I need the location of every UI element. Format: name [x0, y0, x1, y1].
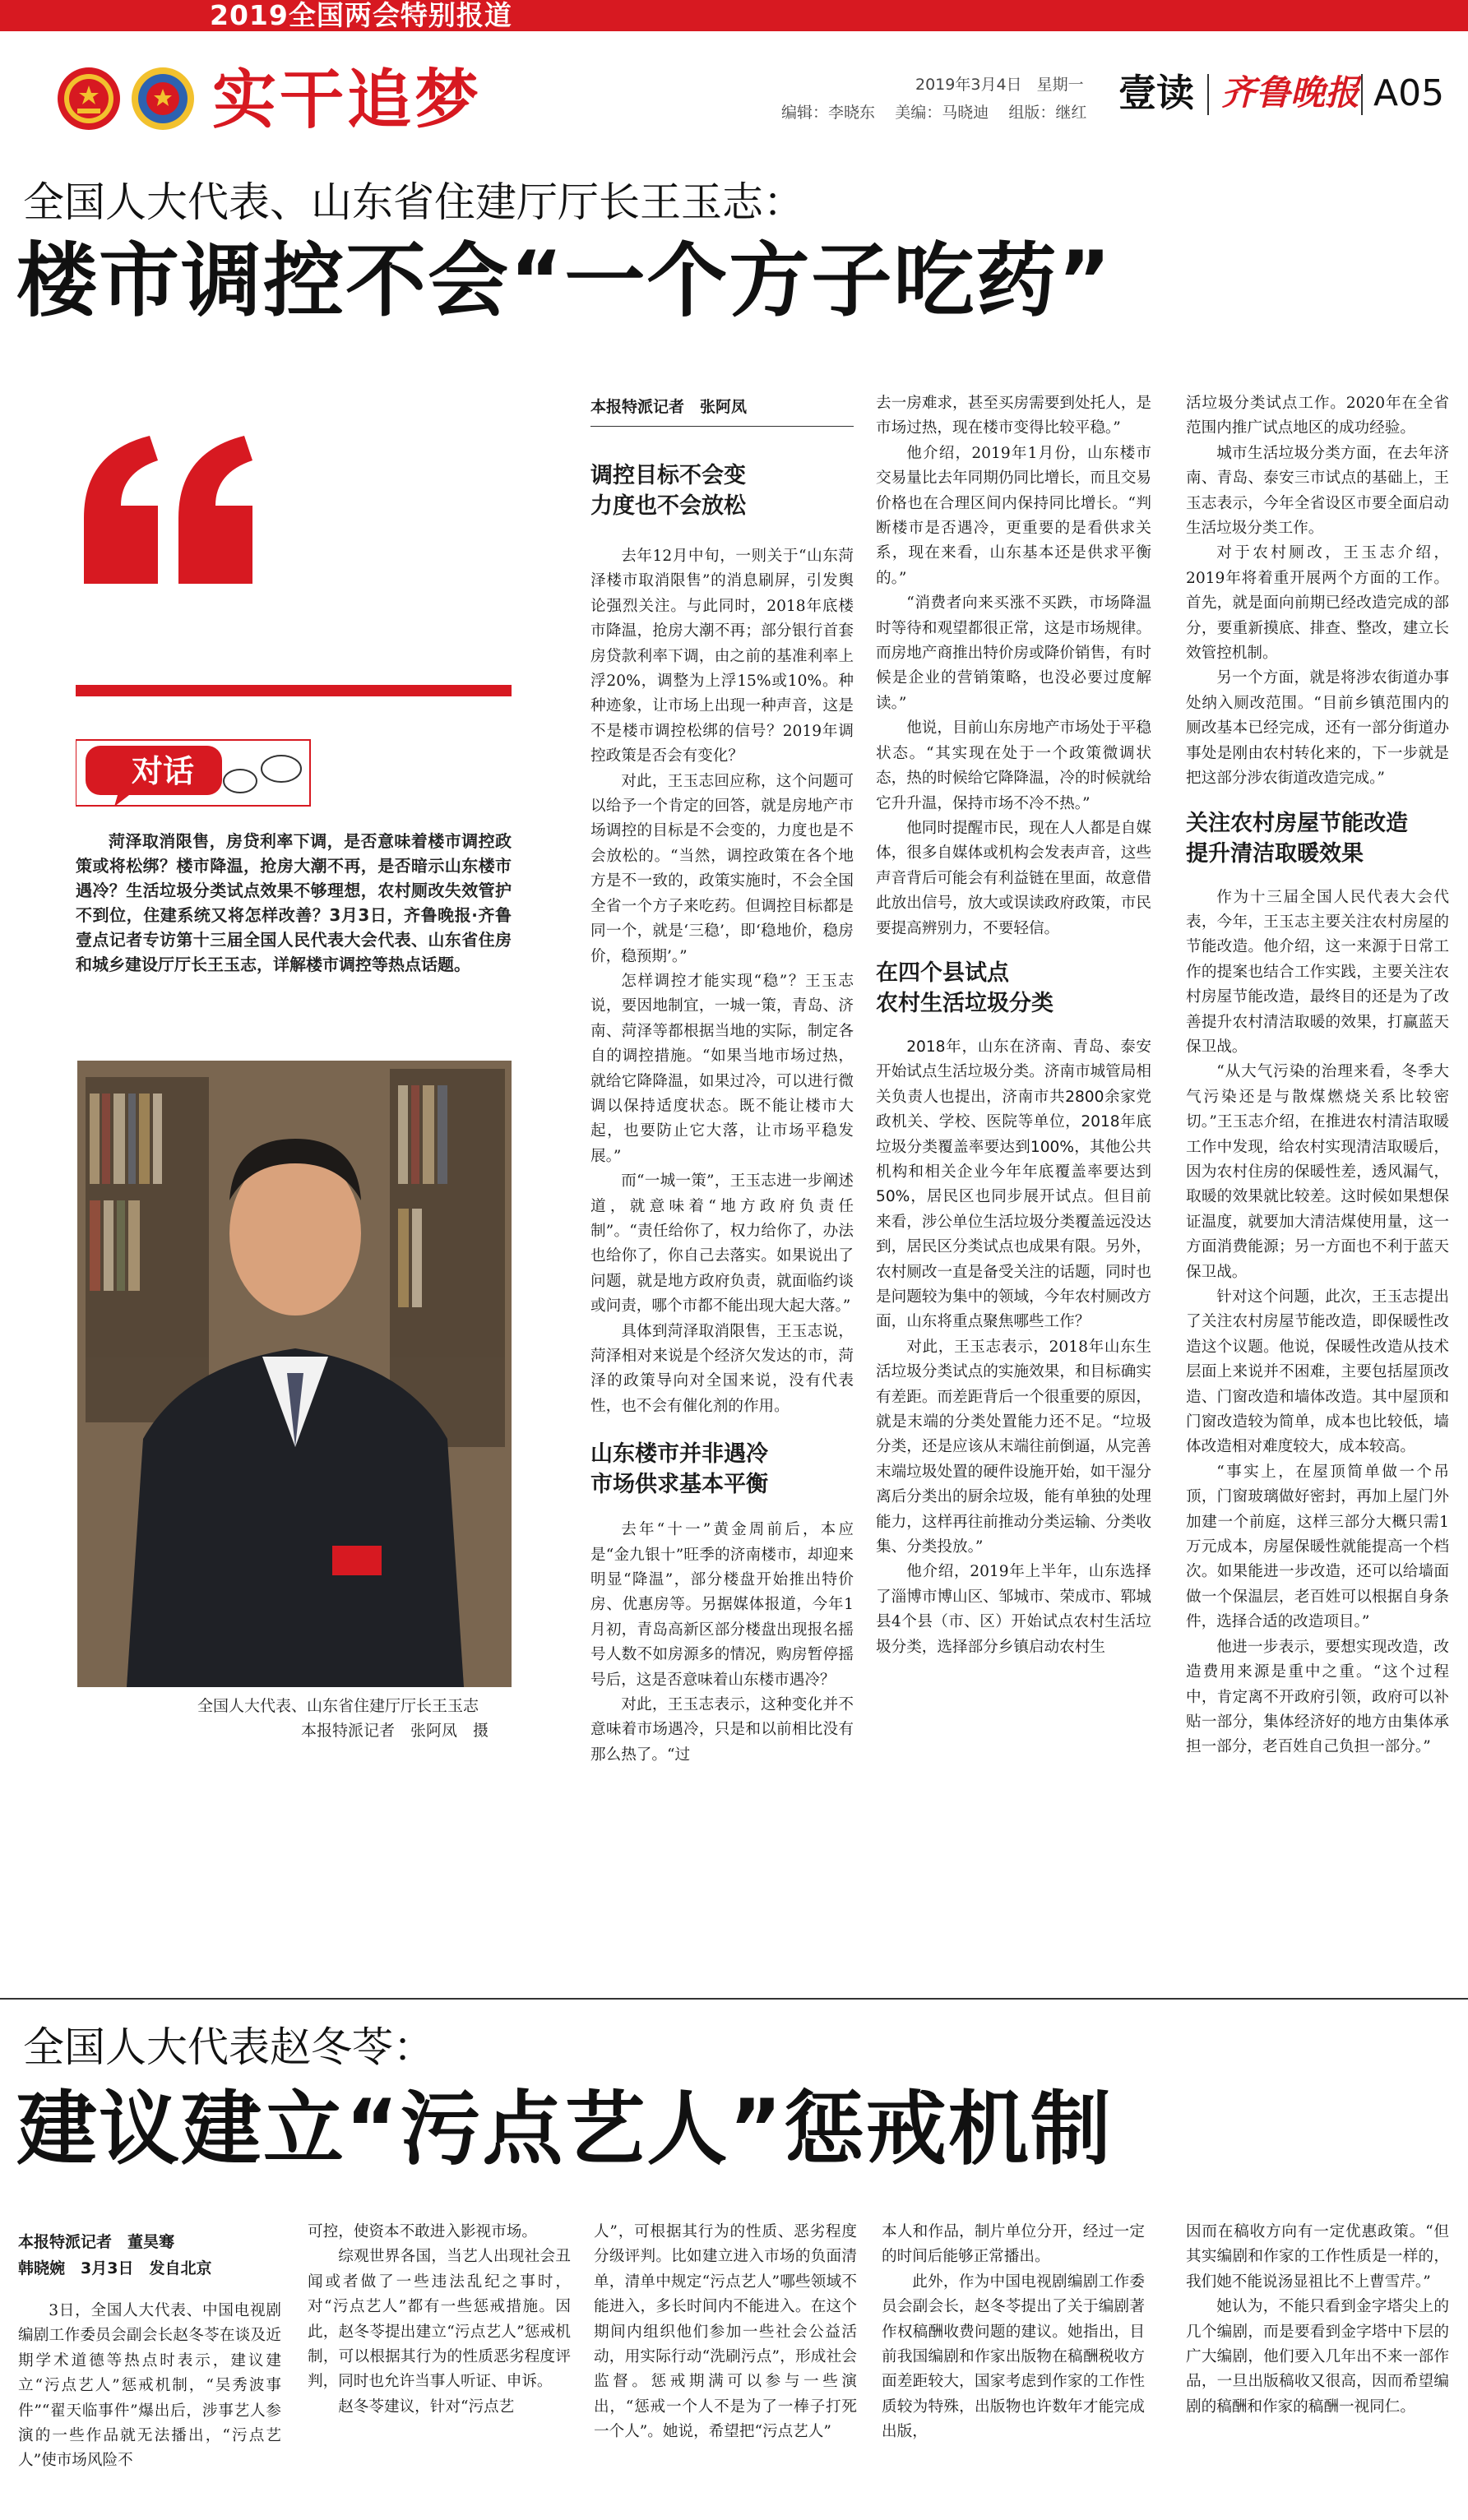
- paragraph: 他进一步表示，要想实现改造，改造费用来源是重中之重。“这个过程中，肯定离不开政府引领，政府可以补贴一部分，集体经济好的地方由集体承担一部分，老百姓自己负担一部分。”: [1186, 1638, 1449, 1756]
- paragraph: 可控，使资本不敢进入影视市场。: [308, 2223, 537, 2240]
- paragraph: 而“一城一策”，王玉志进一步阐述道，就意味着“地方政府负责任制”。“责任给你了，权力给你了，办法也给你了，你自己去落实。如果说出了问题，就是地方政府负责，就面临约谈或问责，哪个市都不能出现大起大落。”: [590, 1172, 854, 1315]
- article2-column-2: [308, 2220, 571, 2420]
- quote-mark-icon: [76, 428, 265, 592]
- article-separator: [0, 1998, 1468, 2000]
- article1-kicker: 全国人大代表、山东省住建厅厅长王玉志：: [23, 178, 804, 226]
- article2-column-3: [594, 2220, 857, 2445]
- column-4-body-b: [876, 1035, 1151, 1660]
- paragraph: 他介绍，2019年上半年，山东选择了淄博市博山区、邹城市、荣成市、郓城县4个县（市、区）开始试点农村生活垃圾分类，选择部分乡镇启动农村生: [876, 1563, 1151, 1656]
- paragraph: “事实上，在屋顶简单做一个吊顶，门窗玻璃做好密封，再加上屋门外加建一个前庭，这样三部分大概只需1万元成本，房屋保暖性就能提高一个档次。如果能进一步改造，还可以给墙面做一个保温层，老百姓可以根据自身条件，选择合适的改造项目。”: [1186, 1463, 1449, 1631]
- paragraph: 对于农村厕改，王玉志介绍，2019年将着重开展两个方面的工作。首先，就是面向前期已经改造完成的部分，要重新摸底、排查、整改，建立长效管控机制。: [1186, 544, 1449, 663]
- dialog-label-box: [76, 736, 314, 810]
- special-report-title: 2019全国两会特别报道: [210, 0, 512, 31]
- paragraph: 具体到菏泽取消限售，王玉志说，菏泽相对来说是个经济欠发达的市，菏泽的政策导向对全国来说，没有代表性，也不会有催化剂的作用。: [590, 1322, 854, 1415]
- paragraph: 3日，全国人大代表、中国电视剧编剧工作委员会副会长赵冬苓在谈及近期学术道德等热点时表示，建议建立“污点艺人”惩戒机制，“吴秀波事件”“翟天临事件”爆出后，涉事艺人参演的一些作品就无法播出，“污点艺人”使市场风险不: [18, 2302, 281, 2470]
- photo-caption-1: 全国人大代表、山东省住建厅厅长王玉志: [197, 1697, 479, 1715]
- photo-caption-2: 本报特派记者 张阿凤 摄: [301, 1722, 489, 1740]
- paragraph: 对此，王玉志表示，2018年山东生活垃圾分类试点的实施效果，和目标确实有差距。而差距背后一个很重要的原因，就是末端的分类处置能力还不足。“垃圾分类，还是应该从末端往前倒逼，从完善末端垃圾处置的硬件设施开始，如干湿分离后分类出的厨余垃圾，能有单独的处理能力，这样再往前推动分类运输、分类收集、分类投放。”: [876, 1338, 1151, 1556]
- paragraph: 作为十三届全国人民代表大会代表，今年，王玉志主要关注农村房屋的节能改造。他介绍，这一来源于日常工作的提案也结合工作实践，主要关注农村房屋节能改造，最终目的还是为了改善提升农村清洁取暖的效果，打赢蓝天保卫战。: [1186, 888, 1449, 1056]
- editor: 编辑：李晓东: [781, 104, 876, 122]
- issue-date-line: [915, 72, 1084, 95]
- issue-date: 2019年3月4日: [915, 76, 1022, 94]
- portrait-photo: [77, 1061, 512, 1687]
- article2-column-5: [1186, 2220, 1449, 2420]
- paragraph: 城市生活垃圾分类方面，在去年济南、青岛、泰安三市试点的基础上，王玉志表示，今年全省设区市要全面启动生活垃圾分类工作。: [1186, 444, 1449, 538]
- subhead-4: 关注农村房屋节能改造 提升清洁取暖效果: [1186, 810, 1408, 867]
- cppcc-emblem-icon: [130, 66, 196, 132]
- subhead-3: 在四个县试点 农村生活垃圾分类: [876, 959, 1054, 1016]
- paragraph: 她认为，不能只看到金字塔尖上的几个编剧，而是要看到金字塔中下层的广大编剧，他们要入几年出不来一部作品，一旦出版稿收又很高，因而希望编剧的稿酬和作家的稿酬一视同仁。: [1186, 2298, 1449, 2416]
- paragraph: 2018年，山东在济南、青岛、泰安开始试点生活垃圾分类。济南市城管局相关负责人也提出，济南市共2800余家党政机关、学校、医院等单位，2018年底垃圾分类覆盖率要达到100%，其他公共机构和相关企业今年年底覆盖率要达到50%，居民区也同步展开试点。但目前来看，涉公单位生活垃圾分类覆盖远没达到，居民区分类试点也成果有限。另外，农村厕改一直是备受关注的话题，同时也是问题较为集中的领域，今年农村厕改方面，山东将重点聚焦哪些工作？: [876, 1038, 1151, 1331]
- paper-logo: [1221, 71, 1359, 115]
- paragraph: 人”，可根据其行为的性质、恶劣程度分级评判。比如建立进入市场的负面清单，清单中规定“污点艺人”哪些领域不能进入，多长时间内不能进入。在这个期间内组织他们参加一些社会公益活动，用实际行动“洗刷污点”，形成社会监督。惩戒期满可以参与一些演出，“惩戒一个人不是为了一棒子打死一个人”。她说，希望把“污点艺人”: [594, 2223, 857, 2441]
- paragraph: 他介绍，2019年1月份，山东楼市交易量比去年同期仍同比增长，而且交易价格也在合理区间内保持同比增长。“判断楼市是否遇冷，更重要的是看供求关系，现在来看，山东基本还是供求平衡的。”: [876, 444, 1151, 587]
- article1-intro: 菏泽取消限售，房贷利率下调，是否意味着楼市调控政策或将松绑？楼市降温，抢房大潮不再，是否暗示山东楼市遇冷？生活垃圾分类试点效果不够理想，农村厕改失效管护不到位，住建系统又将怎样改善？3月3日，齐鲁晚报·齐鲁壹点记者专访第十三届全国人民代表大会代表、山东省住房和城乡建设厅厅长王玉志，详解楼市调控等热点话题。: [76, 831, 512, 974]
- column-5-body-b: [1186, 885, 1449, 1760]
- paragraph: 他同时提醒市民，现在人人都是自媒体，很多自媒体或机构会发表声音，这些声音背后可能会有利益链在里面，故意借此放出信号，放大或误读政府政策，市民要提高辨别力，不要轻信。: [876, 819, 1151, 937]
- national-emblem-icon: [56, 66, 122, 132]
- subhead-1: 调控目标不会变 力度也不会放松: [590, 463, 746, 519]
- slogan: 实干追梦: [212, 63, 483, 137]
- red-rule-top: [76, 685, 512, 696]
- column-3-body-b: [590, 1518, 854, 1768]
- article1-byline: 本报特派记者 张阿凤: [590, 398, 748, 416]
- paper-logo-text: 齐鲁晚报: [1221, 72, 1360, 113]
- paragraph: 去一房难求，甚至买房需要到处托人，是市场过热，现在楼市变得比较平稳。”: [876, 395, 1151, 437]
- paragraph: 对此，王玉志回应称，这个问题可以给予一个肯定的回答，就是房地产市场调控的目标是不会变的，力度也是不会放松的。“当然，调控政策在各个地方是不一致的，政策实施时，不会全国全省一个方子来吃药。但调控目标都是同一个，就是‘三稳’，即‘稳地价，稳房价，稳预期’。”: [590, 772, 854, 965]
- column-3-body-a: [590, 544, 854, 1419]
- article2-headline: 建议建立“污点艺人”惩戒机制: [16, 2083, 1113, 2176]
- paragraph: 本人和作品，制片单位分开，经过一定的时间后能够正常播出。: [882, 2223, 1145, 2266]
- paragraph: 因而在稿收方向有一定优惠政策。“但其实编剧和作家的工作性质是一样的，我们她不能说汤显祖比不上曹雪芹。”: [1186, 2223, 1449, 2291]
- paragraph: 对此，王玉志表示，这种变化并不意味着市场遇冷，只是和以前相比没有那么热了。“过: [590, 1696, 854, 1764]
- article1-headline: 楼市调控不会“一个方子吃药”: [16, 234, 1113, 328]
- paragraph: 去年“十一”黄金周前后，本应是“金九银十”旺季的济南楼市，却迎来明显“降温”，部分楼盘开始推出特价房、优惠房等。另据媒体报道，今年1月初，青岛高新区部分楼盘出现报名摇号人数不如房源多的情况，购房暂停摇号后，这是否意味着山东楼市遇冷？: [590, 1521, 854, 1689]
- paragraph: 去年12月中旬，一则关于“山东菏泽楼市取消限售”的消息刷屏，引发舆论强烈关注。与此同时，2018年底楼市降温，抢房大潮不再；部分银行首套房贷款利率下调，由之前的基准利率上浮20%，调整为上浮15%或10%。种种迹象，让市场上出现一种声音，这是不是楼市调控松绑的信号？2019年调控政策是否会有变化？: [590, 548, 854, 765]
- article2-byline-2: 韩晓婉 3月3日 发自北京: [18, 2259, 212, 2277]
- byline-rule: [590, 426, 854, 427]
- paragraph: 活垃圾分类试点工作。2020年在全省范围内推广试点地区的成功经验。: [1186, 395, 1449, 437]
- staff-line: [781, 100, 1086, 123]
- paragraph: 综观世界各国，当艺人出现社会丑闻或者做了一些违法乱纪之事时，对“污点艺人”都有一些惩戒措施。因此，赵冬苓提出建立“污点艺人”惩戒机制，可以根据其行为的性质恶劣程度评判，同时也允许当事人听证、申诉。: [308, 2248, 571, 2391]
- section-name: 壹读: [1118, 71, 1194, 115]
- article2-column-4: [882, 2220, 1145, 2445]
- column-4: [876, 391, 1151, 1660]
- divider-2: [1361, 74, 1363, 115]
- article2-kicker: 全国人大代表赵冬苓：: [23, 2023, 434, 2071]
- page-number: A05: [1373, 72, 1445, 114]
- article2-byline-1: 本报特派记者 董昊骞: [18, 2233, 175, 2251]
- column-5-body-a: [1186, 391, 1449, 792]
- paragraph: “从大气污染的治理来看，冬季大气污染还是与散煤燃烧关系比较密切。”王玉志介绍，在推进农村清洁取暖工作中发现，给农村实现清洁取暖后，因为农村住房的保暖性差，透风漏气，取暖的效果就比较差。这时候如果想保证温度，就要加大清洁煤使用量，这一方面消费能源；另一方面也不利于蓝天保卫战。: [1186, 1063, 1449, 1281]
- dialog-label: 对话: [132, 753, 195, 789]
- column-4-body-a: [876, 391, 1151, 941]
- layout-staff: 组版：继红: [1008, 104, 1087, 122]
- issue-weekday: 星期一: [1036, 76, 1084, 94]
- column-3: [590, 460, 854, 1768]
- paragraph: 赵冬苓建议，针对“污点艺: [338, 2397, 515, 2416]
- paragraph: 他说，目前山东房地产市场处于平稳状态。“其实现在处于一个政策微调状态，热的时候给它降降温，冷的时候就给它升升温，保持市场不冷不热。”: [876, 719, 1151, 812]
- paragraph: 另一个方面，就是将涉农街道办事处纳入厕改范围。“目前乡镇范围内的厕改基本已经完成，还有一部分街道办事处是刚由农村转化来的，下一步就是把这部分涉农街道改造完成。”: [1186, 669, 1449, 788]
- divider-1: [1207, 74, 1209, 115]
- subhead-2: 山东楼市并非遇冷 市场供求基本平衡: [590, 1441, 768, 1498]
- article2-column-1: [18, 2299, 281, 2474]
- paragraph: “消费者向来买涨不买跌，市场降温时等待和观望都很正常，这是市场规律。而房地产商推出特价房或降价销售，有时候是企业的营销策略，也没必要过度解读。”: [876, 594, 1151, 712]
- paragraph: 此外，作为中国电视剧编剧工作委员会副会长，赵冬苓提出了关于编剧著作权稿酬收费问题的建议。她指出，目前我国编剧和作家出版物在稿酬税收方面差距较大，国家考虑到作家的工作性质较为特殊，出版物也许数年才能完成出版，: [882, 2273, 1145, 2441]
- paragraph: 怎样调控才能实现“稳”？王玉志说，要因地制宜，一城一策，青岛、济南、菏泽等都根据当地的实际，制定各自的调控措施。“如果当地市场过热，就给它降降温，如果过冷，可以进行微调以保持适度状态。既不能让楼市大起，也要防止它大落，让市场平稳发展。”: [590, 972, 854, 1165]
- paragraph: 针对这个问题，此次，王玉志提出了关注农村房屋节能改造，即保暖性改造这个议题。他说，保暖性改造从技术层面上来说并不困难，主要包括屋顶改造、门窗改造和墙体改造。其中屋顶和门窗改造较为简单，成本也比较低，墙体改造相对难度较大，成本较高。: [1186, 1288, 1449, 1456]
- artist: 美编：马晓迪: [895, 104, 989, 122]
- column-5: [1186, 391, 1449, 1760]
